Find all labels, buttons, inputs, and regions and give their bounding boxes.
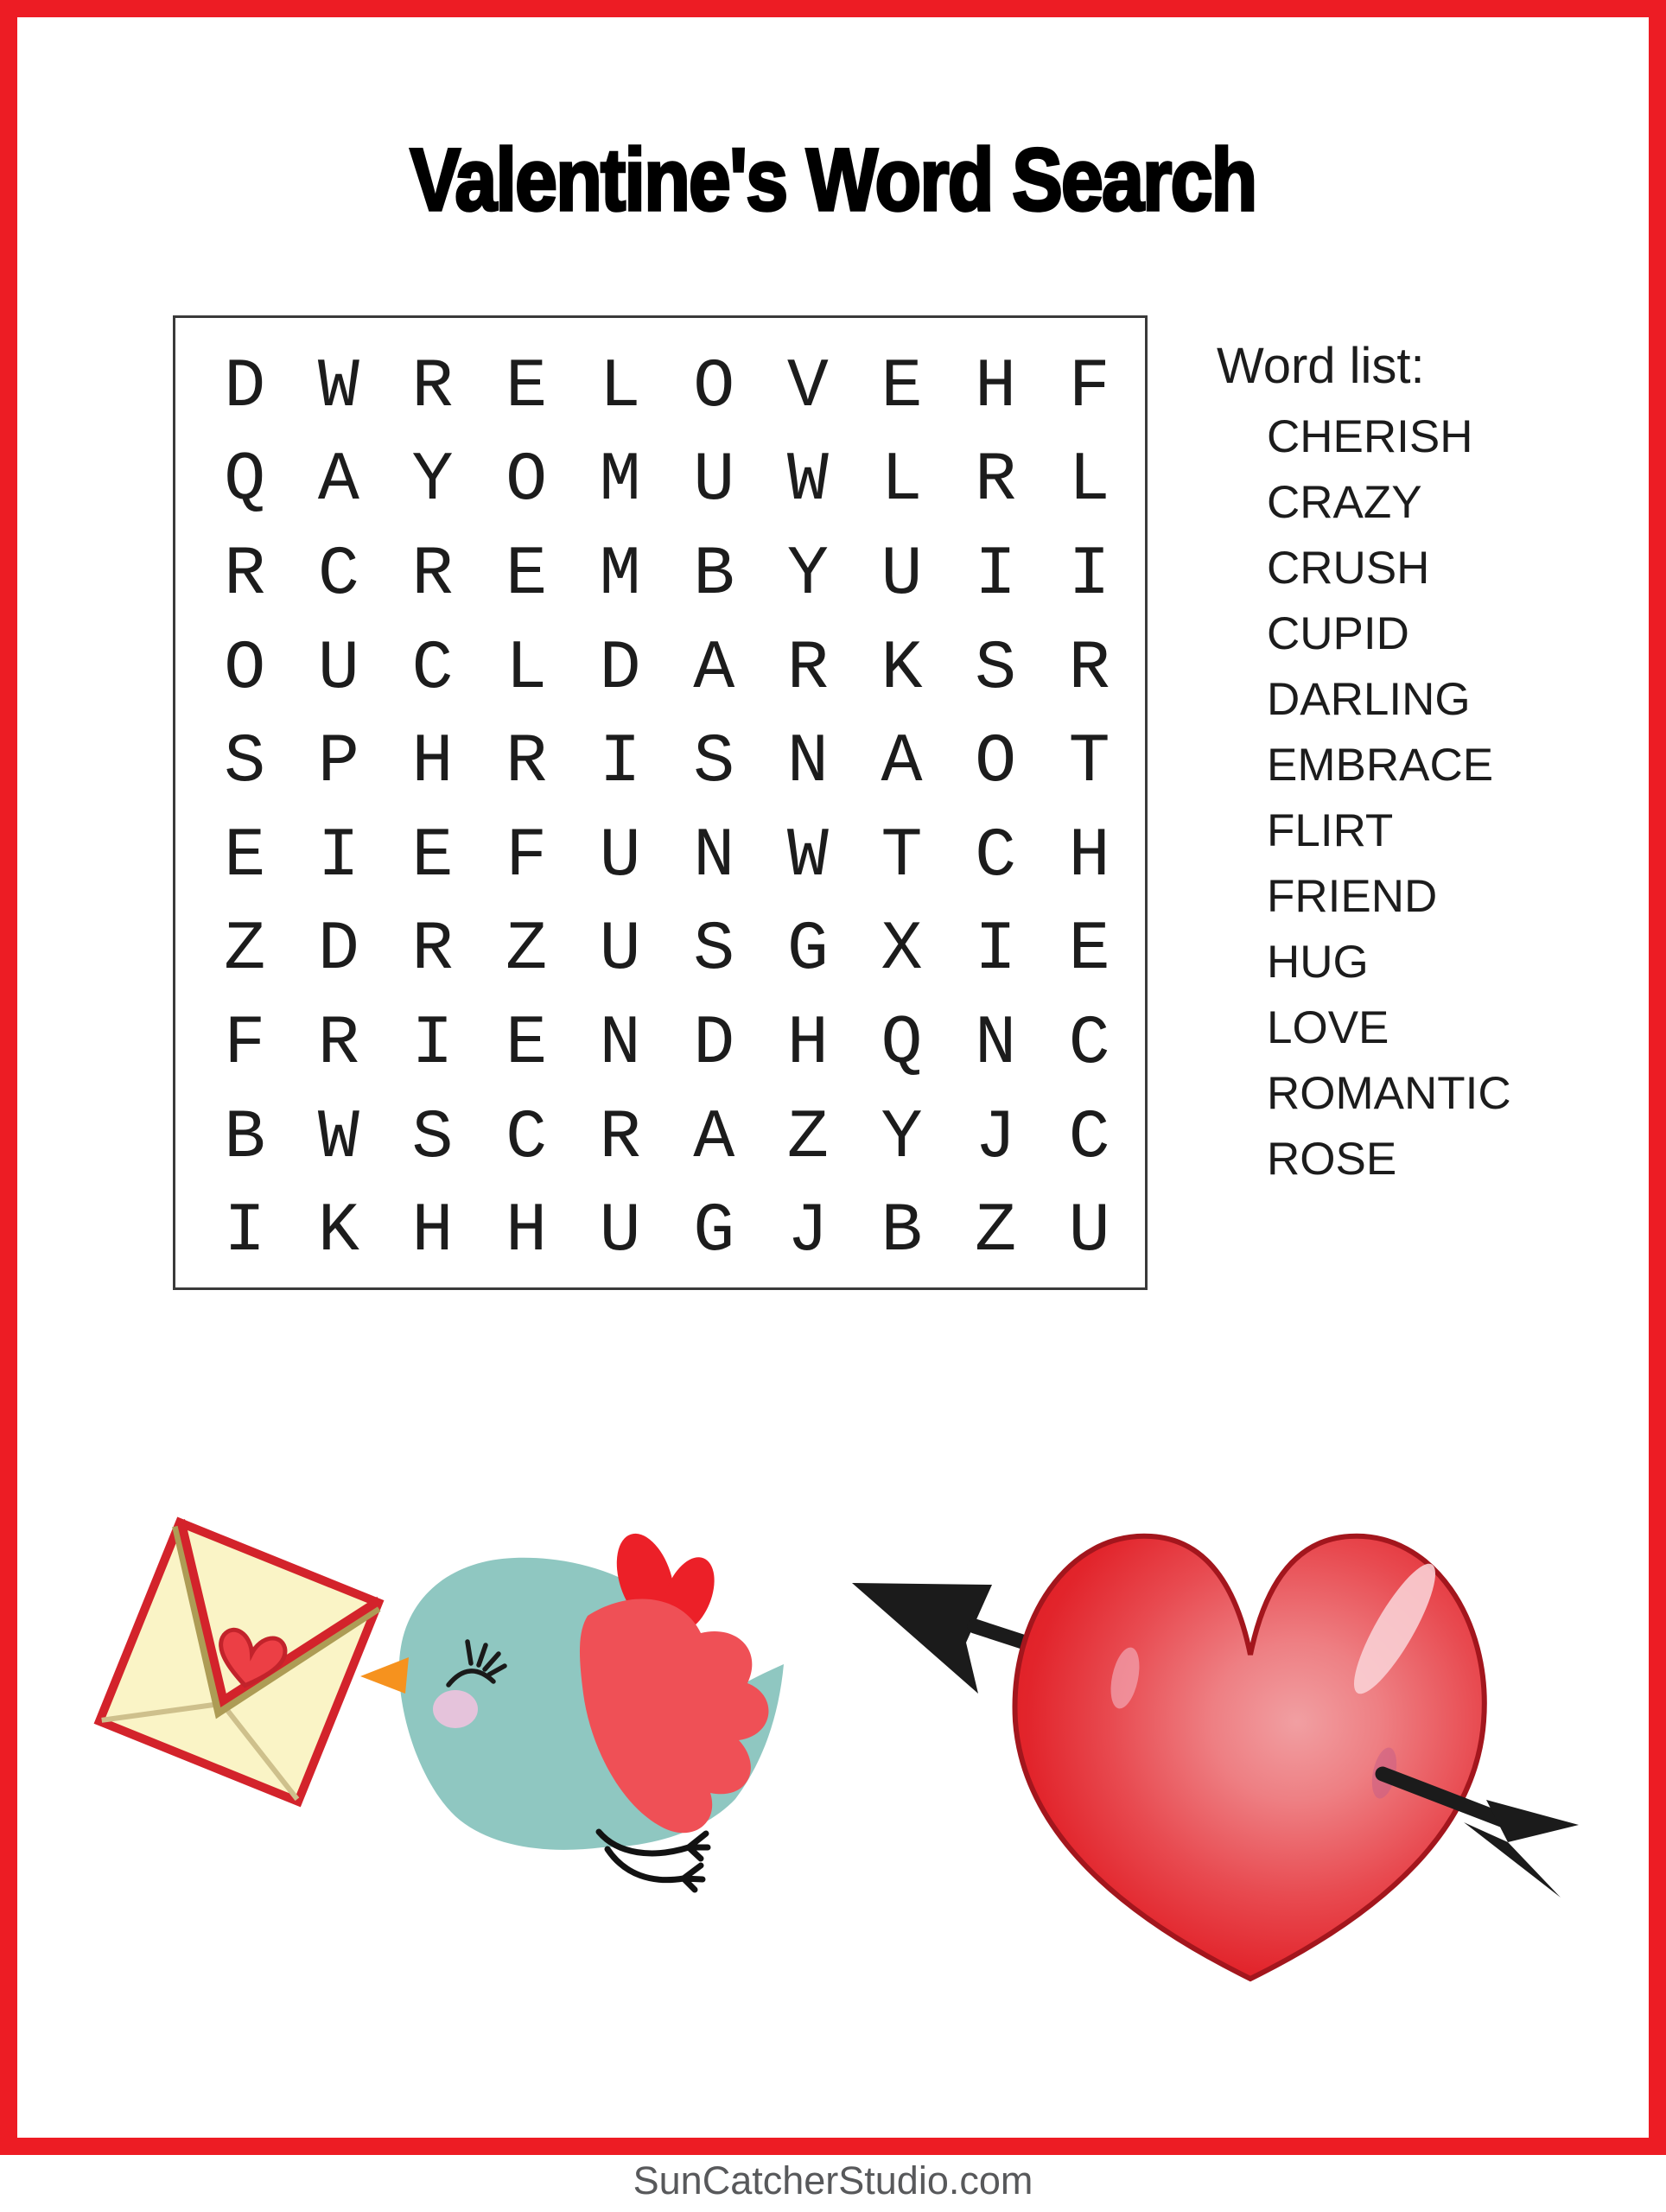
grid-letter: R xyxy=(975,442,1017,521)
word-list-item: FLIRT xyxy=(1267,804,1394,856)
grid-letter: H xyxy=(411,723,454,803)
grid-letter: N xyxy=(693,817,735,896)
grid-letter: Y xyxy=(411,442,454,521)
grid-letter: X xyxy=(881,911,923,990)
grid-letter: E xyxy=(506,535,548,614)
word-search-grid xyxy=(173,315,1148,1290)
grid-letter: B xyxy=(693,535,735,614)
grid-letter: S xyxy=(224,723,266,803)
bird-cheek xyxy=(433,1690,478,1728)
grid-letter: Z xyxy=(224,911,266,990)
grid-letter: V xyxy=(786,347,829,427)
grid-letter: Y xyxy=(786,535,829,614)
grid-letter: R xyxy=(411,347,454,427)
grid-letter: C xyxy=(411,629,454,709)
grid-letter: T xyxy=(1068,723,1110,803)
grid-letter: B xyxy=(881,1192,923,1272)
grid-letter: M xyxy=(599,535,641,614)
grid-letter: N xyxy=(599,1004,641,1084)
grid-letter: D xyxy=(693,1004,735,1084)
grid-letter: B xyxy=(224,1098,266,1178)
grid-letter: Q xyxy=(881,1004,923,1084)
grid-letter: U xyxy=(599,817,641,896)
grid-letter: A xyxy=(317,442,359,521)
grid-letter: G xyxy=(786,911,829,990)
grid-letter: H xyxy=(1068,817,1110,896)
grid-letter: I xyxy=(975,535,1017,614)
grid-letter: U xyxy=(317,629,359,709)
grid-letter: N xyxy=(975,1004,1017,1084)
grid-letter: Z xyxy=(506,911,548,990)
grid-letter: R xyxy=(317,1004,359,1084)
grid-letter: D xyxy=(317,911,359,990)
word-list-item: LOVE xyxy=(1267,1001,1389,1053)
grid-letter: L xyxy=(1068,442,1110,521)
grid-letter: W xyxy=(786,817,829,896)
grid-letter: C xyxy=(506,1098,548,1178)
grid-letter: A xyxy=(881,723,923,803)
grid-letter: C xyxy=(1068,1004,1110,1084)
grid-letter: P xyxy=(317,723,359,803)
grid-letter: E xyxy=(506,1004,548,1084)
grid-letter: I xyxy=(224,1192,266,1272)
grid-letter: E xyxy=(881,347,923,427)
grid-letter: K xyxy=(317,1192,359,1272)
grid-letter: Z xyxy=(975,1192,1017,1272)
grid-letter: Z xyxy=(786,1098,829,1178)
grid-letter: O xyxy=(693,347,735,427)
grid-letter: D xyxy=(224,347,266,427)
grid-letter: R xyxy=(786,629,829,709)
love-letter-envelope xyxy=(99,1520,379,1802)
grid-letter: H xyxy=(506,1192,548,1272)
word-list-item: ROMANTIC xyxy=(1267,1067,1511,1119)
word-list-item: DARLING xyxy=(1267,673,1471,725)
word-list-item: EMBRACE xyxy=(1267,739,1494,791)
grid-letter: S xyxy=(975,629,1017,709)
grid-letter: A xyxy=(693,629,735,709)
grid-letter: E xyxy=(1068,911,1110,990)
grid-letter: S xyxy=(693,911,735,990)
grid-letter: R xyxy=(599,1098,641,1178)
grid-letter: R xyxy=(411,535,454,614)
word-list-item: FRIEND xyxy=(1267,870,1438,922)
word-list-item: CRAZY xyxy=(1267,476,1422,528)
grid-letter: S xyxy=(693,723,735,803)
grid-letter: R xyxy=(411,911,454,990)
grid-letter: F xyxy=(224,1004,266,1084)
word-list-item: CRUSH xyxy=(1267,542,1430,594)
grid-letter: O xyxy=(224,629,266,709)
grid-letter: I xyxy=(599,723,641,803)
grid-letter: U xyxy=(693,442,735,521)
word-list xyxy=(1217,339,1511,1192)
grid-letter: Q xyxy=(224,442,266,521)
grid-letter: G xyxy=(693,1192,735,1272)
grid-letter: I xyxy=(1068,535,1110,614)
grid-letter: I xyxy=(317,817,359,896)
grid-letter: U xyxy=(881,535,923,614)
grid-letter: U xyxy=(599,1192,641,1272)
love-letter-bird-illustration xyxy=(82,1459,799,2003)
word-list-item: ROSE xyxy=(1267,1133,1397,1185)
grid-letter: T xyxy=(881,817,923,896)
grid-letter: E xyxy=(224,817,266,896)
word-list-items xyxy=(1217,404,1511,1192)
grid-letter: O xyxy=(975,723,1017,803)
grid-letter: W xyxy=(317,347,359,427)
grid-letter: D xyxy=(599,629,641,709)
grid-letter: W xyxy=(317,1098,359,1178)
grid-letter: R xyxy=(506,723,548,803)
grid-letter: C xyxy=(1068,1098,1110,1178)
grid-letter: J xyxy=(975,1098,1017,1178)
word-list-item: HUG xyxy=(1267,936,1369,988)
word-list-item: CUPID xyxy=(1267,607,1409,659)
grid-letter: K xyxy=(881,629,923,709)
grid-letter: N xyxy=(786,723,829,803)
grid-letter: O xyxy=(506,442,548,521)
grid-letter: Y xyxy=(881,1098,923,1178)
grid-letter: I xyxy=(975,911,1017,990)
grid-letter: L xyxy=(599,347,641,427)
grid-letter: L xyxy=(881,442,923,521)
grid-letter: C xyxy=(317,535,359,614)
grid-letter: H xyxy=(786,1004,829,1084)
grid-letter: S xyxy=(411,1098,454,1178)
grid-letter: R xyxy=(224,535,266,614)
arrow-heart-illustration xyxy=(821,1452,1616,2005)
grid-letter: A xyxy=(693,1098,735,1178)
word-list-label: Word list: xyxy=(1217,338,1425,394)
grid-letter: H xyxy=(411,1192,454,1272)
grid-letter: E xyxy=(506,347,548,427)
grid-letter: J xyxy=(786,1192,829,1272)
word-list-item: CHERISH xyxy=(1267,410,1473,462)
grid-letter: H xyxy=(975,347,1017,427)
grid-letter: F xyxy=(1068,347,1110,427)
footer-credit: SunCatcherStudio.com xyxy=(633,2158,1033,2202)
bird-beak xyxy=(360,1657,409,1694)
grid-letter: U xyxy=(599,911,641,990)
grid-letter: E xyxy=(411,817,454,896)
grid-letter: W xyxy=(786,442,829,521)
grid-letter: M xyxy=(599,442,641,521)
grid-letter: L xyxy=(506,629,548,709)
grid-letter: C xyxy=(975,817,1017,896)
grid-letter: R xyxy=(1068,629,1110,709)
grid-letter: I xyxy=(411,1004,454,1084)
grid-letter: F xyxy=(506,817,548,896)
page-title: Valentine's Word Search xyxy=(410,130,1256,229)
grid-letter: U xyxy=(1068,1192,1110,1272)
